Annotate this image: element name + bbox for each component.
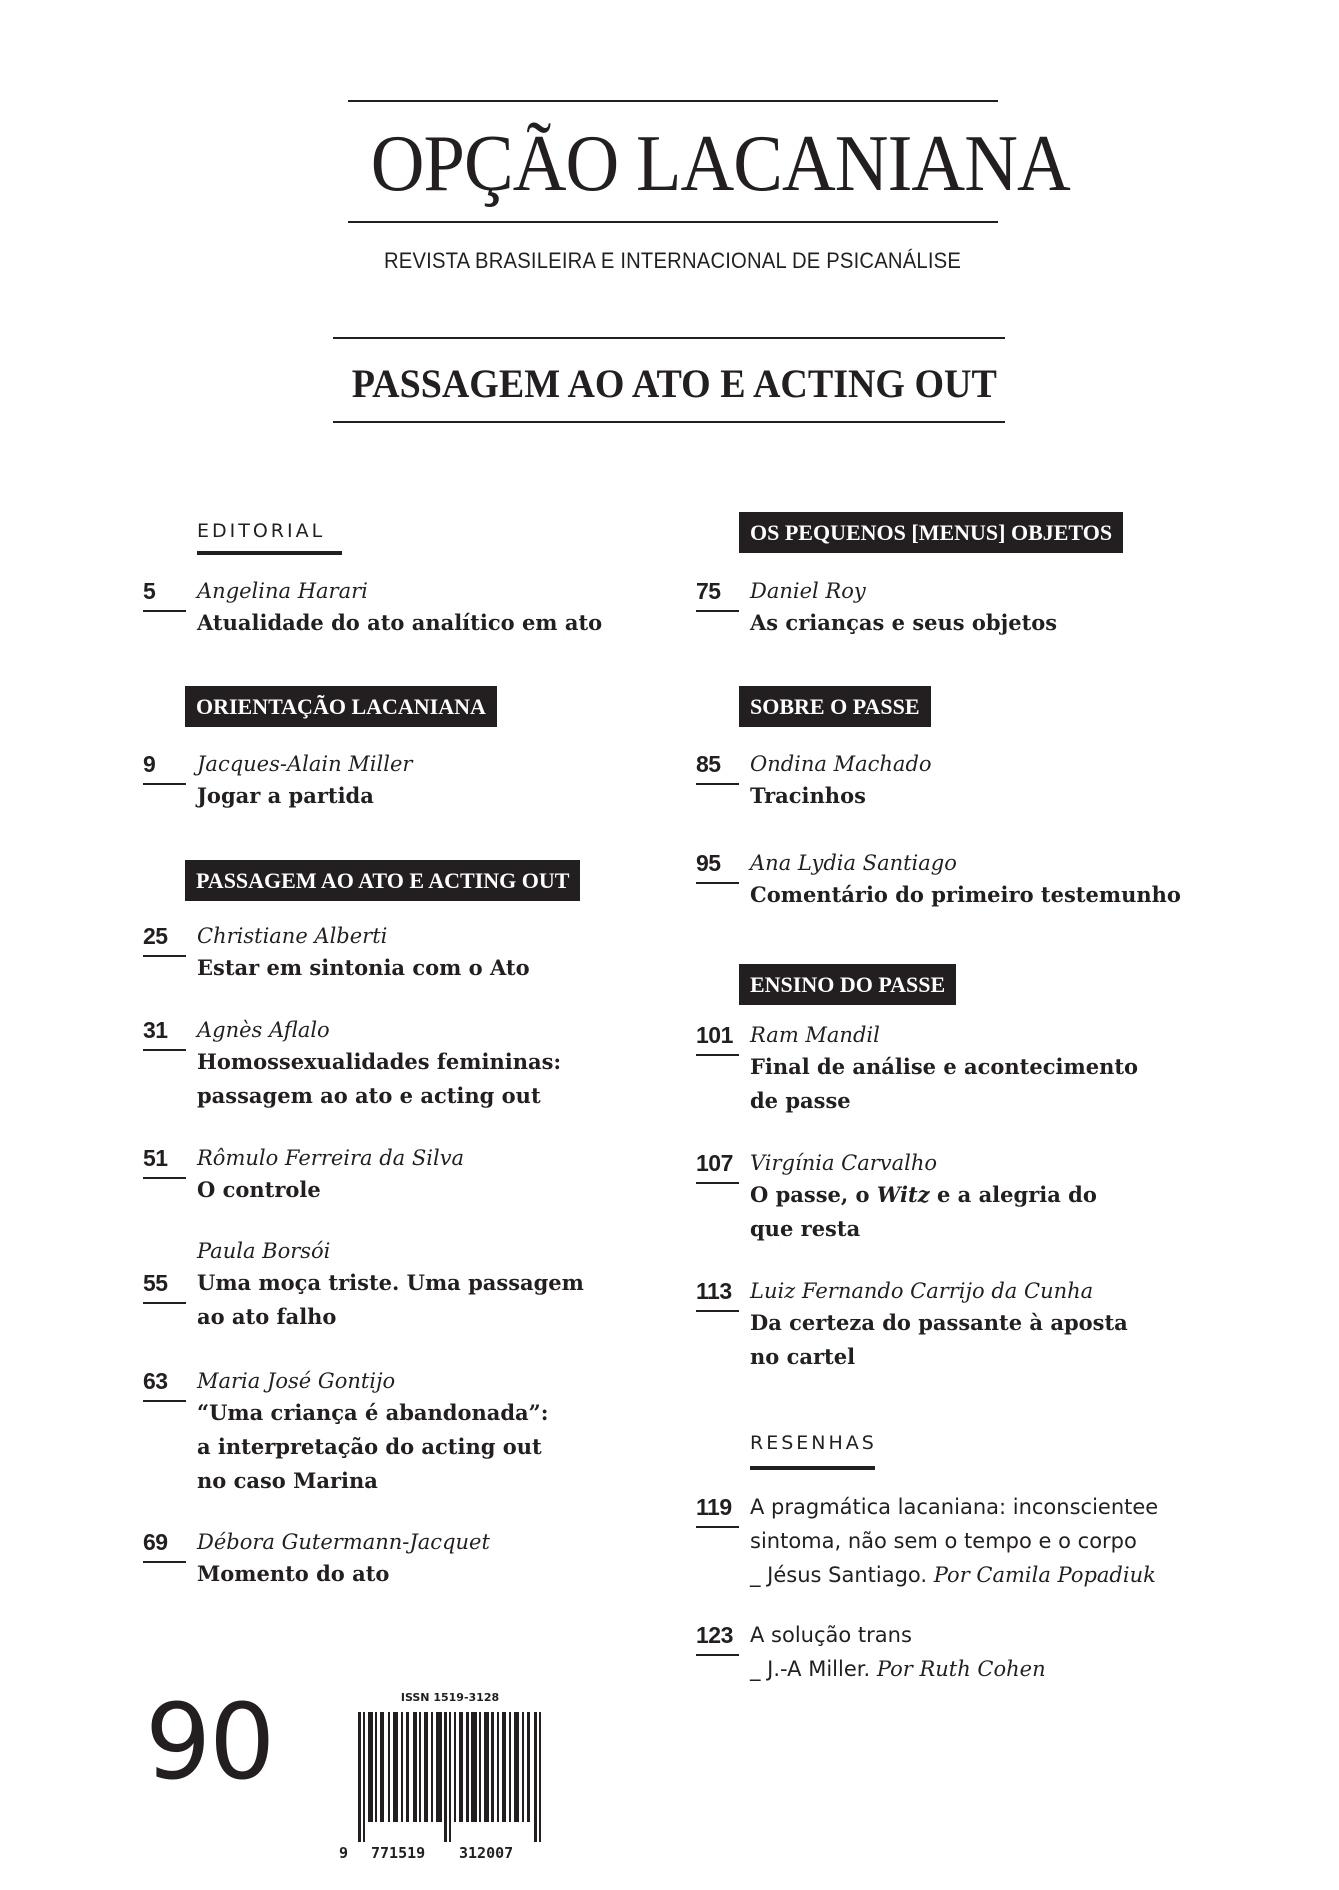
review-credit [750, 1654, 1046, 1684]
article-title-line: ao ato falho [197, 1304, 337, 1329]
page-number-rule [696, 1654, 739, 1656]
article-title: Jogar a partida [197, 783, 374, 808]
page-number-rule [696, 783, 739, 785]
article-title [750, 1178, 1097, 1212]
section-underline [750, 1466, 875, 1470]
page-number-rule [143, 1177, 186, 1179]
author: Ana Lydia Santiago [750, 851, 957, 875]
page-number: 5 [143, 578, 156, 604]
page-number: 69 [143, 1529, 168, 1555]
article-title: O controle [197, 1177, 321, 1202]
page-number: 55 [143, 1270, 168, 1296]
page-number-rule [143, 1302, 186, 1304]
reviewed-work-author: _ J.-A Miller. [750, 1657, 871, 1681]
barcode-digits-left: 771519 [371, 1844, 426, 1862]
section-label: RESENHAS [750, 1432, 877, 1454]
section-sobre-o-passe: SOBRE O PASSE [739, 686, 931, 727]
reviewed-work-author: _ Jésus Santiago. [750, 1563, 928, 1587]
page-number-rule [143, 783, 186, 785]
article-title-line: a interpretação do acting out [197, 1434, 542, 1459]
page-number: 51 [143, 1145, 168, 1171]
issue-number: 90 [145, 1681, 274, 1803]
review-title: A pragmática lacaniana: inconscientee [750, 1495, 1159, 1519]
author: Luiz Fernando Carrijo da Cunha [750, 1279, 1094, 1303]
section-ensino-do-passe: ENSINO DO PASSE [739, 964, 956, 1005]
page-number-rule [696, 610, 739, 612]
page-number: 63 [143, 1368, 168, 1394]
article-title-line: no cartel [750, 1344, 856, 1369]
article-title: Final de análise e acontecimento [750, 1054, 1139, 1079]
page-number: 101 [696, 1022, 733, 1048]
reviewer: Por Camila Popadiuk [933, 1563, 1156, 1587]
barcode-digits-right: 312007 [459, 1844, 514, 1862]
review-credit [750, 1560, 1156, 1590]
title-part-italic: Witz [876, 1182, 930, 1207]
article-title-line: passagem ao ato e acting out [197, 1083, 541, 1108]
page-number-rule [143, 1049, 186, 1051]
page-number: 95 [696, 850, 721, 876]
page-number: 25 [143, 923, 168, 949]
article-title: Atualidade do ato analítico em ato [197, 610, 603, 635]
section-passagem-ao-ato: PASSAGEM AO ATO E ACTING OUT [185, 860, 580, 901]
barcode-digit-lead: 9 [339, 1844, 349, 1862]
article-title: Tracinhos [750, 783, 866, 808]
masthead-top-rule [348, 100, 998, 102]
page-number-rule [143, 1561, 186, 1563]
journal-title: OPÇÃO LACANIANA [370, 120, 1070, 208]
page-number-rule [143, 1400, 186, 1402]
page-number-rule [696, 882, 739, 884]
page-number-rule [696, 1182, 739, 1184]
article-title: Comentário do primeiro testemunho [750, 882, 1181, 907]
section-editorial [197, 520, 325, 542]
author: Virgínia Carvalho [750, 1151, 938, 1175]
page-number: 107 [696, 1150, 733, 1176]
page-number-rule [696, 1310, 739, 1312]
author: Angelina Harari [197, 579, 368, 603]
section-label: EDITORIAL [197, 520, 326, 542]
page-number: 85 [696, 751, 721, 777]
author: Débora Gutermann-Jacquet [197, 1530, 490, 1554]
page-number: 31 [143, 1017, 168, 1043]
author: Jacques-Alain Miller [197, 752, 413, 776]
author: Daniel Roy [750, 579, 866, 603]
reviewer: Por Ruth Cohen [876, 1657, 1046, 1681]
title-part: e a alegria do [929, 1182, 1097, 1207]
article-title-line: no caso Marina [197, 1468, 378, 1493]
page-number-rule [143, 955, 186, 957]
page-number: 123 [696, 1622, 733, 1648]
author: Ondina Machado [750, 752, 932, 776]
theme-bottom-rule [333, 421, 1005, 423]
masthead-bottom-rule [348, 221, 998, 223]
page-number: 113 [696, 1278, 732, 1304]
author: Paula Borsói [197, 1239, 331, 1263]
section-pequenos-objetos: OS PEQUENOS [MENUS] OBJETOS [739, 512, 1123, 553]
review-title: A solução trans [750, 1623, 912, 1647]
barcode-bars-icon [355, 1712, 545, 1842]
section-underline [197, 551, 342, 555]
journal-subtitle: REVISTA BRASILEIRA E INTERNACIONAL DE PSICANÁLISE [383, 248, 962, 273]
page-number-rule [696, 1526, 739, 1528]
section-resenhas [750, 1432, 877, 1454]
issue-theme: PASSAGEM AO ATO E ACTING OUT [351, 361, 997, 406]
section-orientacao-lacaniana: ORIENTAÇÃO LACANIANA [185, 686, 497, 727]
author: Ram Mandil [750, 1023, 880, 1047]
page-number-rule [143, 610, 186, 612]
title-part: O passe, o [750, 1182, 877, 1207]
article-title: Estar em sintonia com o Ato [197, 955, 530, 980]
article-title: Momento do ato [197, 1561, 390, 1586]
page-number: 9 [143, 751, 156, 777]
issn: ISSN 1519-3128 [400, 1691, 500, 1704]
article-title: Uma moça triste. Uma passagem [197, 1270, 584, 1295]
article-title: Homossexualidades femininas: [197, 1049, 562, 1074]
page-number: 75 [696, 578, 721, 604]
barcode [339, 1690, 545, 1870]
author: Christiane Alberti [197, 924, 388, 948]
article-title: Da certeza do passante à aposta [750, 1310, 1128, 1335]
article-title: “Uma criança é abandonada”: [197, 1400, 549, 1425]
author: Rômulo Ferreira da Silva [197, 1146, 465, 1170]
article-title-line: de passe [750, 1088, 851, 1113]
article-title: As crianças e seus objetos [750, 610, 1058, 635]
article-title-line: que resta [750, 1216, 861, 1241]
review-title-line: sintoma, não sem o tempo e o corpo [750, 1529, 1137, 1553]
page-number-rule [696, 1054, 739, 1056]
author: Maria José Gontijo [197, 1369, 396, 1393]
author: Agnès Aflalo [197, 1018, 330, 1042]
page-number: 119 [696, 1494, 732, 1520]
theme-top-rule [333, 337, 1005, 339]
